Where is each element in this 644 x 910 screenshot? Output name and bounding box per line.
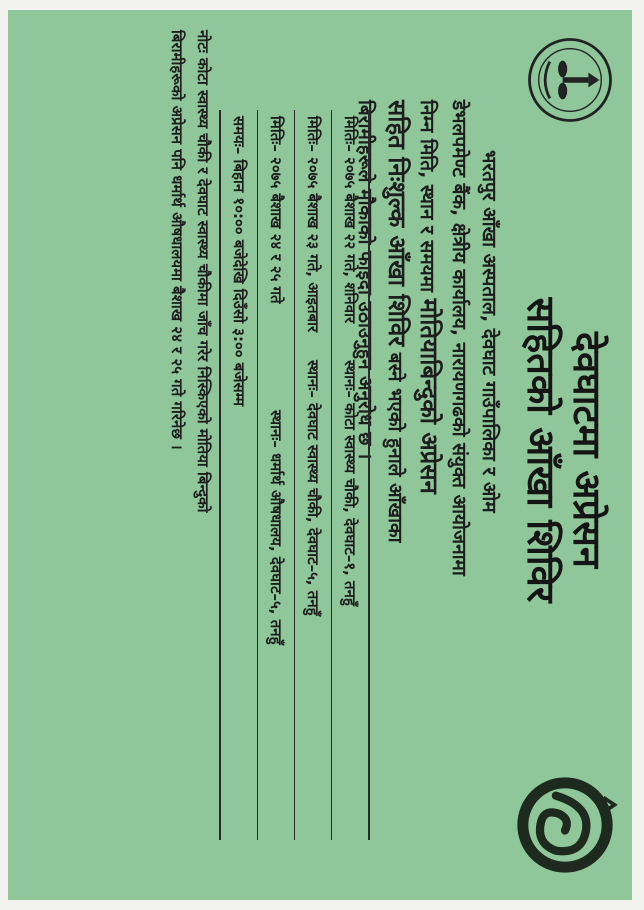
schedule-date: मितिः– २०७५ बैशाख २३ गते, आइतबार bbox=[304, 116, 322, 333]
schedule-place: स्थानः– कोटा स्वास्थ्य चौकी, देवघाट–१, तनहुँ bbox=[341, 360, 359, 606]
poster-title-line2: सहितको आँखा शिविर bbox=[519, 297, 563, 603]
announcement-body bbox=[350, 100, 504, 870]
body-line-5: बिरामीहरूले मौकाको फाइदा उठाउनुहुन अनुरोध छ । bbox=[354, 100, 376, 460]
poster-sheet bbox=[8, 10, 632, 900]
body-line-3-bold: मोतियाबिन्दुको अप्रेसन bbox=[415, 298, 443, 494]
body-line-2: डेभलपमेण्ट बैंक, क्षेत्रीय कार्यालय, नारायणगढको संयुक्त आयोजनामा bbox=[448, 100, 470, 576]
note-line-1: नोटः कोटा स्वास्थ्य चौकी र देवघाट स्वास्थ्य चौकीमा जाँच गरेर निस्किएको मोतिया बिन्दुको bbox=[194, 30, 212, 513]
note-text bbox=[164, 30, 216, 880]
poster-content bbox=[8, 10, 632, 900]
body-line-3-prefix: निम्न मिति, स्थान र समयमा bbox=[416, 100, 438, 299]
schedule-row bbox=[294, 110, 331, 840]
schedule-date: मितिः– २०७५ बैशाख २४ र २५ गते bbox=[267, 116, 285, 304]
schedule-place: स्थानः– धर्मार्थ औषधालय, देवघाट–५, तनहुँ bbox=[267, 410, 285, 645]
bank-logo-icon bbox=[510, 770, 620, 880]
schedule-row bbox=[221, 110, 257, 840]
schedule-row bbox=[331, 110, 368, 840]
schedule-place: स्थानः– देवघाट स्वास्थ्य चौकी, देवघाट–५, तनहुँ bbox=[304, 360, 322, 616]
schedule-table bbox=[219, 110, 370, 840]
schedule-date: मितिः– २०७५ बैशाख २२ गते, शनिवार bbox=[341, 116, 359, 324]
schedule-time: समयः– बिहान १०:०० बजेदेखि दिउँसो ३:०० बजेसम्म bbox=[230, 116, 248, 407]
body-line-3 bbox=[412, 100, 444, 870]
schedule-row bbox=[257, 110, 294, 840]
body-line-4-bold: सहित निःशुल्क आँखा शिविर bbox=[383, 100, 411, 347]
hospital-emblem-icon bbox=[524, 34, 616, 126]
note-line-2: बिरामीहरूको अप्रेसन पनि धर्मार्थ औषधालयमा बैशाख २४ र २५ गते गरिनेछ । bbox=[168, 30, 186, 450]
body-line-1: भरतपुर आँखा अस्पताल, देवघाट गाउँपालिका र ओम bbox=[478, 150, 500, 513]
poster-title-line1: देवघाटमा अप्रेसन bbox=[565, 332, 609, 568]
body-line-4 bbox=[380, 100, 412, 870]
body-line-4-suffix: बस्ने भएको हुनाले आँखाका bbox=[384, 346, 406, 543]
